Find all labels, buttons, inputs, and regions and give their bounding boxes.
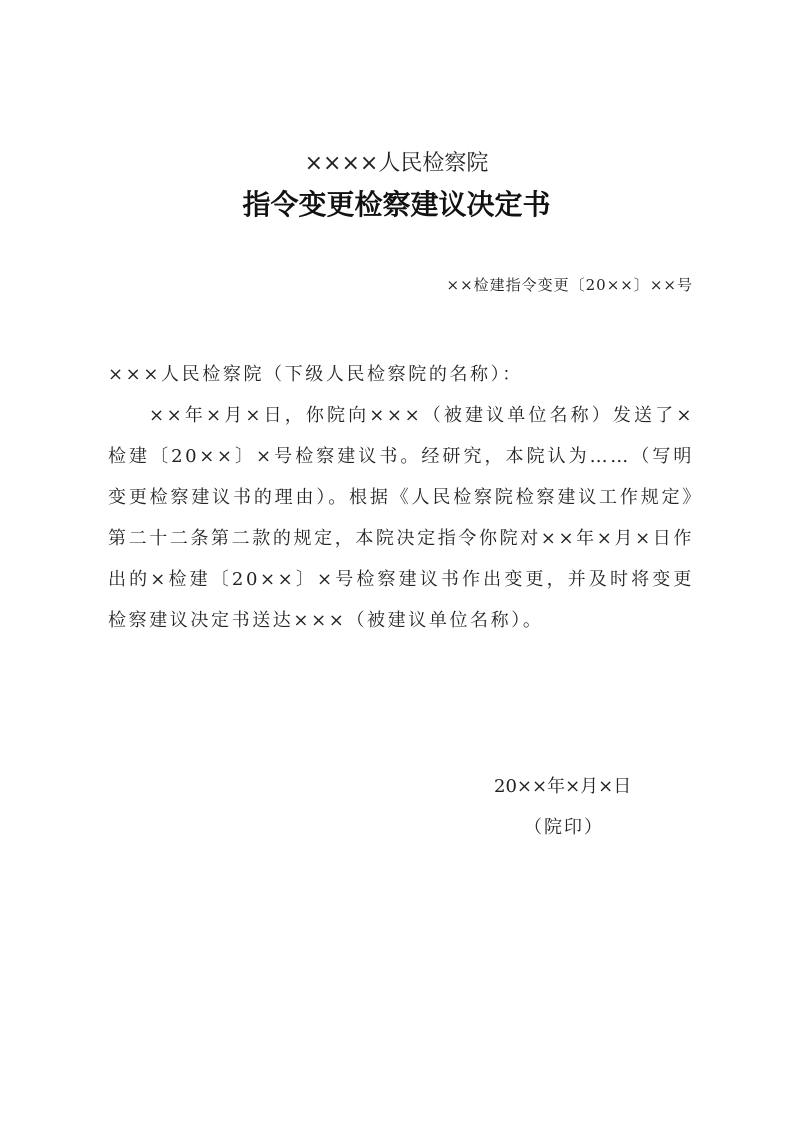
- document-number: ××检建指令变更〔20××〕××号: [446, 276, 693, 294]
- body-paragraph: ××年×月×日，你院向×××（被建议单位名称）发送了×检建〔20××〕×号检察建议书。经研究，本院认为……（写明变更检察建议书的理由）。根据《人民检察院检察建议工作规定》第二十二条第二款的规定，本院决定指令你院对××年×月×日作出的×检建〔20××〕×号检察建议书作出变更，并及时将变更检察建议决定书送达×××（被建议单位名称）。: [108, 405, 694, 631]
- organization-title: ××××人民检察院: [304, 151, 489, 176]
- addressee: ×××人民检察院（下级人民检察院的名称）：: [108, 364, 523, 385]
- court-seal: （院印）: [524, 817, 604, 838]
- document-body: [108, 354, 694, 641]
- document-title: 指令变更检察建议决定书: [242, 188, 551, 221]
- issue-date: 20××年×月×日: [494, 776, 632, 797]
